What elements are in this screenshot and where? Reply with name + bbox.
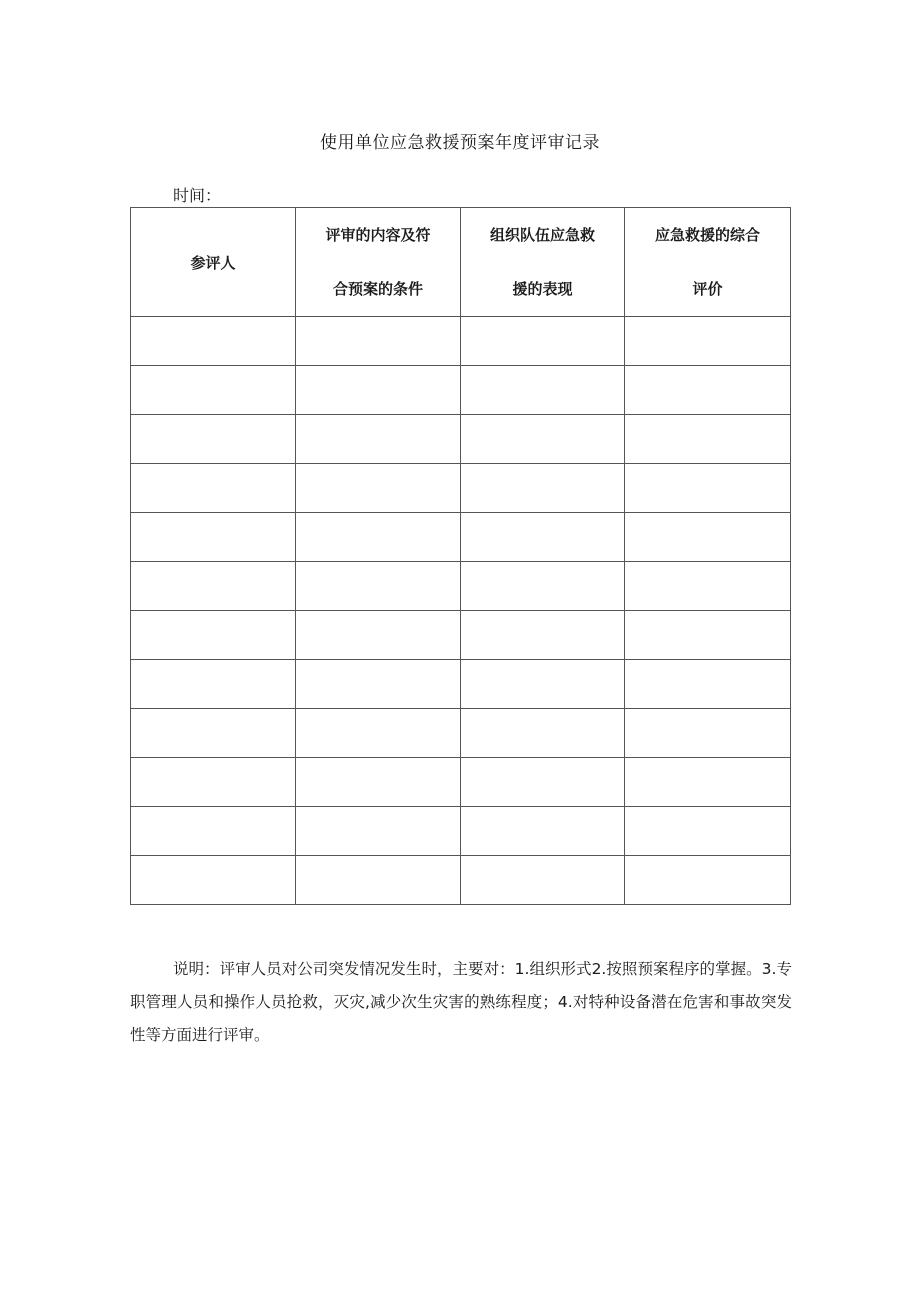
table-row [131,562,791,611]
table-row [131,513,791,562]
table-cell[interactable] [625,415,791,464]
table-cell[interactable] [296,366,461,415]
header-team-performance-line2: 援的表现 [512,280,573,298]
header-participants-label: 参评人 [190,253,236,272]
table-cell[interactable] [296,807,461,856]
table-row [131,856,791,905]
header-overall-evaluation-line2: 评价 [692,280,723,298]
header-overall-evaluation-line1: 应急救援的综合 [654,226,760,244]
table-cell[interactable] [296,317,461,366]
time-label: 时间： [173,186,222,205]
table-header-row [131,208,791,317]
table-cell[interactable] [461,758,625,807]
table-cell[interactable] [296,856,461,905]
header-review-content [296,208,461,317]
table-cell[interactable] [296,611,461,660]
table-cell[interactable] [131,709,296,758]
table-cell[interactable] [296,415,461,464]
table-row [131,709,791,758]
table-cell[interactable] [625,856,791,905]
table-cell[interactable] [296,513,461,562]
table-cell[interactable] [131,513,296,562]
explanation-note: 说明：评审人员对公司突发情况发生时，主要对：1.组织形式2.按照预案程序的掌握。3.专职管理人员和操作人员抢救，灭灾,减少次生灾害的熟练程度；4.对特种设备潜在危害和事故突发性等方面进行评审。 [130,960,792,1044]
table-row [131,464,791,513]
table-cell[interactable] [461,660,625,709]
table-row [131,660,791,709]
table-cell[interactable] [461,709,625,758]
table-cell[interactable] [461,807,625,856]
header-team-performance [461,208,625,317]
table-cell[interactable] [625,807,791,856]
table-row [131,415,791,464]
table-cell[interactable] [131,317,296,366]
table-cell[interactable] [625,758,791,807]
header-participants [131,208,296,317]
header-review-content-line2: 合预案的条件 [332,280,423,298]
table-row [131,807,791,856]
table-cell[interactable] [131,660,296,709]
table-body [131,317,791,905]
table-cell[interactable] [625,709,791,758]
table-cell[interactable] [296,660,461,709]
table-cell[interactable] [131,611,296,660]
table-cell[interactable] [131,464,296,513]
table-cell[interactable] [131,807,296,856]
table-row [131,758,791,807]
table-cell[interactable] [461,856,625,905]
table-cell[interactable] [296,562,461,611]
table-cell[interactable] [131,856,296,905]
table-cell[interactable] [461,464,625,513]
table-cell[interactable] [131,758,296,807]
table-cell[interactable] [625,317,791,366]
header-overall-evaluation [625,208,791,317]
table-cell[interactable] [625,611,791,660]
table-cell[interactable] [625,660,791,709]
document-title: 使用单位应急救援预案年度评审记录 [320,133,600,153]
table-cell[interactable] [296,709,461,758]
table-cell[interactable] [461,366,625,415]
table-row [131,611,791,660]
table-cell[interactable] [131,366,296,415]
table-cell[interactable] [461,317,625,366]
table-cell[interactable] [461,611,625,660]
table-cell[interactable] [625,464,791,513]
table-cell[interactable] [296,464,461,513]
table-row [131,366,791,415]
table-cell[interactable] [296,758,461,807]
header-review-content-line1: 评审的内容及符 [325,226,431,244]
table-cell[interactable] [625,562,791,611]
header-team-performance-line1: 组织队伍应急救 [489,226,595,244]
table-cell[interactable] [625,366,791,415]
table-cell[interactable] [461,562,625,611]
review-record-table [130,207,791,905]
table-cell[interactable] [131,415,296,464]
table-cell[interactable] [461,513,625,562]
table-cell[interactable] [131,562,296,611]
table-cell[interactable] [461,415,625,464]
table-row [131,317,791,366]
table-cell[interactable] [625,513,791,562]
